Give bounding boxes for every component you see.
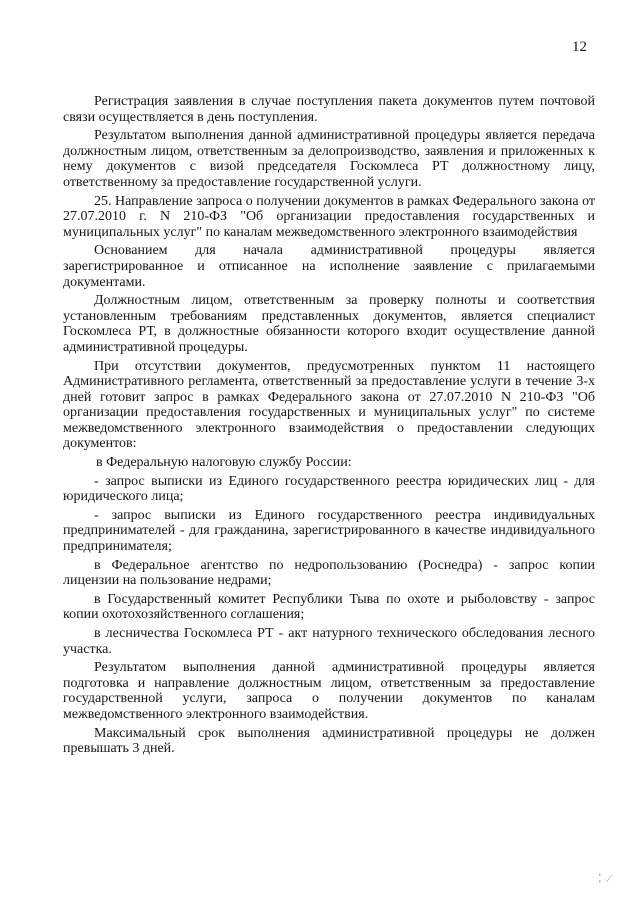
paragraph-responsible-official: Должностным лицом, ответственным за проверку полноты и соответствия установленным требованиям представленных документов, является специалист Госкомлеса РТ, в должностные обязанности которого входит осуществление данной административной процедуры. <box>63 293 595 355</box>
page-number: 12 <box>572 39 587 55</box>
list-item-forestries: в лесничества Госкомлеса РТ - акт натурного технического обследования лесного участка. <box>63 626 595 657</box>
paragraph-result-transfer: Результатом выполнения данной административной процедуры является передача должностным лицом, ответственным за делопроизводство, заявления и приложенных к нему документов с визой председателя Госкомлеса РТ должностному лицу, ответственному за предоставление государственной услуги. <box>63 128 595 190</box>
list-item-rosnedra: в Федеральное агентство по недропользованию (Роснедра) - запрос копии лицензии на пользование недрами; <box>63 557 595 589</box>
list-item-hunting-committee: в Государственный комитет Республики Тыва по охоте и рыболовству - запрос копии охотохозяйственного соглашения; <box>63 591 595 623</box>
paragraph-request-documents: При отсутствии документов, предусмотренных пунктом 11 настоящего Административного регламента, ответственный за предоставление услуги в течение 3-х дней готовит запрос в рамках Федерального закона от 27.07.2010 N 210-ФЗ "Об организации предоставления государственных и муниципальных услуг" по системе межведомственного электронного взаимодействия о предоставлении следующих документов: <box>63 358 595 452</box>
list-item-tax-service: в Федеральную налоговую службу России: <box>96 455 352 471</box>
paragraph-registration: Регистрация заявления в случае поступления пакета документов путем почтовой связи осуществляется в день поступления. <box>63 94 595 125</box>
paragraph-section-25-heading: 25. Направление запроса о получении документов в рамках Федерального закона от 27.07.2010 г. N 210-ФЗ "Об организации предоставления государственных и муниципальных услуг" по каналам межведомственного электронного взаимодействия <box>63 193 595 240</box>
document-body <box>63 94 595 760</box>
paragraph-basis: Основанием для начала административной процедуры является зарегистрированное и отписанное на исполнение заявление с прилагаемыми документами. <box>63 243 595 290</box>
paragraph-max-term: Максимальный срок выполнения административной процедуры не должен превышать 3 дней. <box>63 725 595 757</box>
list-item-legal-entities-extract: - запрос выписки из Единого государственного реестра юридических лиц - для юридического лица; <box>63 473 595 505</box>
list-item-entrepreneurs-extract: - запрос выписки из Единого государственного реестра индивидуальных предпринимателей - для гражданина, зарегистрированного в качестве индивидуального предпринимателя; <box>63 507 595 555</box>
paragraph-result-request: Результатом выполнения данной административной процедуры является подготовка и направление должностным лицом, ответственным за предоставление государственной услуги, запроса о получении документов по каналам межведомственного электронного взаимодействия. <box>63 660 595 722</box>
scan-artifact-mark: ⁚ ⁄ <box>598 873 613 885</box>
